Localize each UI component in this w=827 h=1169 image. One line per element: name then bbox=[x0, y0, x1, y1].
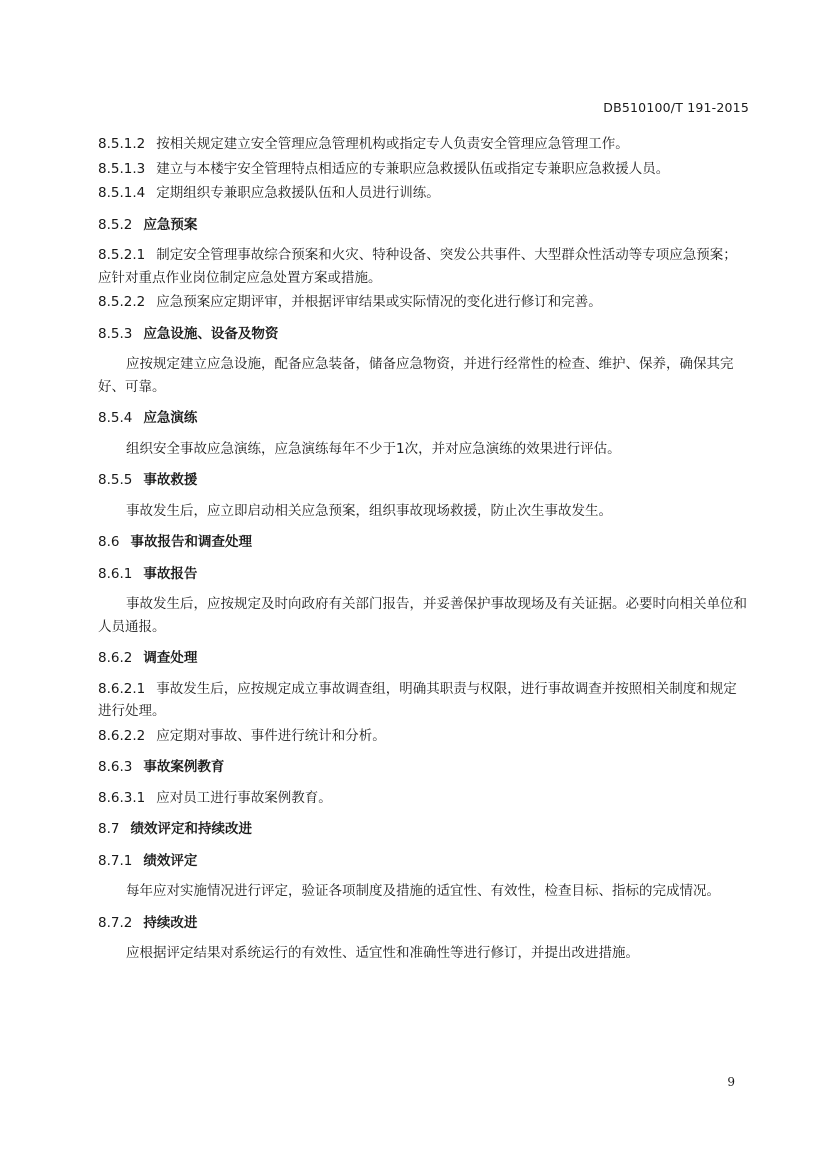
clause-text bbox=[98, 291, 748, 314]
clause-content: 事故案例教育 bbox=[143, 759, 225, 775]
body-paragraph bbox=[98, 438, 748, 461]
clause-content: 应根据评定结果对系统运行的有效性、适宜性和准确性等进行修订，并提出改进措施。 bbox=[126, 945, 639, 961]
clause-content: 应定期对事故、事件进行统计和分析。 bbox=[156, 727, 386, 744]
clause-content: 事故发生后，应按规定及时向政府有关部门报告，并妥善保护事故现场及有关证据。必要时向相关单位和人员通报。 bbox=[98, 596, 747, 635]
clause-content: 组织安全事故应急演练，应急演练每年不少于1次，并对应急演练的效果进行评估。 bbox=[126, 440, 621, 457]
section-heading bbox=[98, 469, 748, 492]
section-heading bbox=[98, 563, 748, 586]
clause-number: 8.6.2.1 bbox=[98, 680, 146, 697]
clause-text bbox=[98, 678, 748, 723]
body-paragraph bbox=[98, 500, 748, 523]
clause-content: 持续改进 bbox=[143, 914, 198, 931]
clause-content: 建立与本楼宇安全管理特点相适应的专兼职应急救援队伍或指定专兼职应急救援人员。 bbox=[156, 160, 670, 177]
clause-number: 8.6.2 bbox=[98, 650, 133, 666]
body-paragraph bbox=[98, 942, 748, 965]
body-paragraph bbox=[98, 593, 748, 638]
clause-text bbox=[98, 244, 748, 289]
clause-content: 事故救援 bbox=[143, 472, 198, 488]
section-heading bbox=[98, 756, 748, 779]
section-heading bbox=[98, 818, 748, 841]
clause-number: 8.5.3 bbox=[98, 325, 133, 342]
clause-number: 8.6 bbox=[98, 534, 120, 550]
page-number: 9 bbox=[727, 1075, 735, 1089]
clause-number: 8.5.2.1 bbox=[98, 247, 146, 263]
clause-content: 每年应对实施情况进行评定，验证各项制度及措施的适宜性、有效性，检查目标、指标的完成情况。 bbox=[126, 883, 720, 899]
clause-content: 应急预案应定期评审，并根据评审结果或实际情况的变化进行修订和完善。 bbox=[156, 294, 602, 310]
clause-number: 8.6.1 bbox=[98, 565, 133, 582]
clause-content: 事故报告和调查处理 bbox=[130, 534, 252, 550]
clause-content: 按相关规定建立安全管理应急管理机构或指定专人负责安全管理应急管理工作。 bbox=[156, 136, 629, 152]
body-paragraph bbox=[98, 353, 748, 398]
document-code: DB510100/T 191-2015 bbox=[603, 100, 749, 115]
clause-content: 事故发生后，应立即启动相关应急预案，组织事故现场救援，防止次生事故发生。 bbox=[126, 502, 612, 519]
clause-number: 8.5.1.2 bbox=[98, 136, 146, 152]
clause-text bbox=[98, 725, 748, 748]
clause-number: 8.6.2.2 bbox=[98, 727, 146, 744]
clause-content: 应急设施、设备及物资 bbox=[143, 325, 279, 342]
clause-content: 制定安全管理事故综合预案和火灾、特种设备、突发公共事件、大型群众性活动等专项应急预案；应针对重点作业岗位制定应急处置方案或措施。 bbox=[98, 247, 737, 286]
clause-number: 8.5.4 bbox=[98, 410, 133, 426]
clause-text bbox=[98, 787, 748, 810]
document-body bbox=[98, 133, 748, 973]
clause-text bbox=[98, 133, 748, 156]
clause-number: 8.6.3.1 bbox=[98, 789, 146, 806]
section-heading bbox=[98, 850, 748, 873]
clause-number: 8.5.1.4 bbox=[98, 185, 146, 201]
clause-number: 8.6.3 bbox=[98, 759, 133, 775]
clause-content: 事故发生后，应按规定成立事故调查组，明确其职责与权限，进行事故调查并按照相关制度和规定进行处理。 bbox=[98, 680, 737, 719]
clause-number: 8.7.1 bbox=[98, 852, 133, 869]
clause-text bbox=[98, 182, 748, 205]
clause-content: 应急演练 bbox=[143, 410, 198, 426]
section-heading bbox=[98, 323, 748, 346]
clause-content: 事故报告 bbox=[143, 565, 198, 582]
section-heading bbox=[98, 647, 748, 670]
section-heading bbox=[98, 531, 748, 554]
clause-content: 应按规定建立应急设施，配备应急装备，储备应急物资，并进行经常性的检查、维护、保养，确保其完好、可靠。 bbox=[98, 356, 734, 395]
clause-number: 8.5.1.3 bbox=[98, 160, 146, 177]
clause-content: 应对员工进行事故案例教育。 bbox=[156, 789, 332, 806]
section-heading bbox=[98, 912, 748, 935]
section-heading bbox=[98, 214, 748, 237]
clause-content: 定期组织专兼职应急救援队伍和人员进行训练。 bbox=[156, 185, 440, 201]
clause-content: 绩效评定和持续改进 bbox=[130, 821, 252, 837]
clause-content: 应急预案 bbox=[143, 216, 198, 233]
clause-number: 8.5.2 bbox=[98, 216, 133, 233]
clause-number: 8.7.2 bbox=[98, 914, 133, 931]
clause-content: 调查处理 bbox=[143, 650, 198, 666]
clause-number: 8.5.5 bbox=[98, 472, 133, 488]
body-paragraph bbox=[98, 880, 748, 903]
clause-content: 绩效评定 bbox=[143, 852, 198, 869]
section-heading bbox=[98, 407, 748, 430]
clause-number: 8.5.2.2 bbox=[98, 294, 146, 310]
clause-number: 8.7 bbox=[98, 821, 120, 837]
clause-text bbox=[98, 158, 748, 181]
